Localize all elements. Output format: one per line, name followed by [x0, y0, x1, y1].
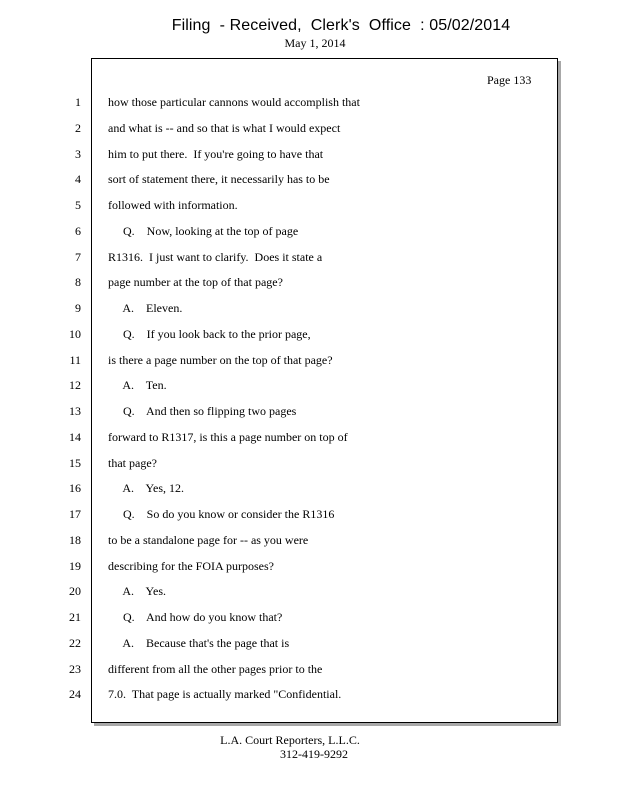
transcript-line-number: 21 [69, 610, 81, 624]
deposition-date: May 1, 2014 [284, 36, 346, 50]
court-reporter-phone: 312-419-9292 [280, 747, 348, 761]
transcript-line-number: 6 [75, 224, 81, 238]
transcript-line-number: 14 [69, 430, 81, 444]
transcript-line-number: 18 [69, 533, 81, 547]
transcript-line-number: 17 [69, 507, 81, 521]
filing-stamp: Filing - Received, Clerk's Office : 05/02/2014 [171, 17, 511, 34]
transcript-line-text: Q. So do you know or consider the R1316 [108, 507, 335, 521]
transcript-line-text: A. Eleven. [108, 301, 183, 315]
transcript-line-text: and what is -- and so that is what I would expect [108, 121, 341, 135]
transcript-line-text: describing for the FOIA purposes? [108, 559, 274, 573]
transcript-line-text: Q. And how do you know that? [108, 610, 283, 624]
transcript-line-text: how those particular cannons would accomplish that [108, 95, 360, 109]
transcript-line-number: 8 [75, 275, 81, 289]
transcript-line-number: 23 [69, 662, 81, 676]
transcript-line-text: 7.0. That page is actually marked "Confidential. [108, 687, 342, 701]
transcript-line-number: 16 [69, 481, 81, 495]
transcript-line-text: forward to R1317, is this a page number on top of [108, 430, 348, 444]
transcript-line-text: is there a page number on the top of that page? [108, 353, 333, 367]
transcript-line-text: sort of statement there, it necessarily has to be [108, 172, 330, 186]
transcript-line-number: 20 [69, 584, 81, 598]
transcript-line-text: A. Yes, 12. [108, 481, 185, 495]
transcript-line-text: that page? [108, 456, 157, 470]
transcript-line-number: 12 [69, 378, 81, 392]
transcript-line-number: 1 [75, 95, 81, 109]
transcript-line-number: 24 [69, 687, 81, 701]
transcript-line-text: to be a standalone page for -- as you were [108, 533, 309, 547]
transcript-line-number: 2 [75, 121, 81, 135]
transcript-line-number: 7 [75, 250, 81, 264]
transcript-line-text: Q. Now, looking at the top of page [108, 224, 299, 238]
transcript-line-text: R1316. I just want to clarify. Does it state a [108, 250, 323, 264]
transcript-line-text: followed with information. [108, 198, 238, 212]
transcript-line-text: Q. And then so flipping two pages [108, 404, 297, 418]
transcript-line-number: 11 [69, 353, 81, 367]
transcript-line-number: 13 [69, 404, 81, 418]
transcript-line-number: 22 [69, 636, 81, 650]
transcript-line-text: Q. If you look back to the prior page, [108, 327, 311, 341]
court-reporter-name: L.A. Court Reporters, L.L.C. [220, 733, 360, 747]
transcript-line-number: 9 [75, 301, 81, 315]
transcript-line-number: 3 [75, 147, 81, 161]
transcript-line-text: A. Because that's the page that is [108, 636, 290, 650]
transcript-line-number: 5 [75, 198, 81, 212]
transcript-line-text: page number at the top of that page? [108, 275, 283, 289]
transcript-line-text: A. Ten. [108, 378, 167, 392]
transcript-line-text: A. Yes. [108, 584, 167, 598]
transcript-line-text: different from all the other pages prior to the [108, 662, 323, 676]
transcript-line-number: 19 [69, 559, 81, 573]
transcript-line-number: 10 [69, 327, 81, 341]
transcript-line-text: him to put there. If you're going to have that [108, 147, 324, 161]
transcript-page-number: Page 133 [487, 73, 532, 87]
transcript-line-number: 15 [69, 456, 81, 470]
transcript-line-number: 4 [75, 172, 81, 186]
